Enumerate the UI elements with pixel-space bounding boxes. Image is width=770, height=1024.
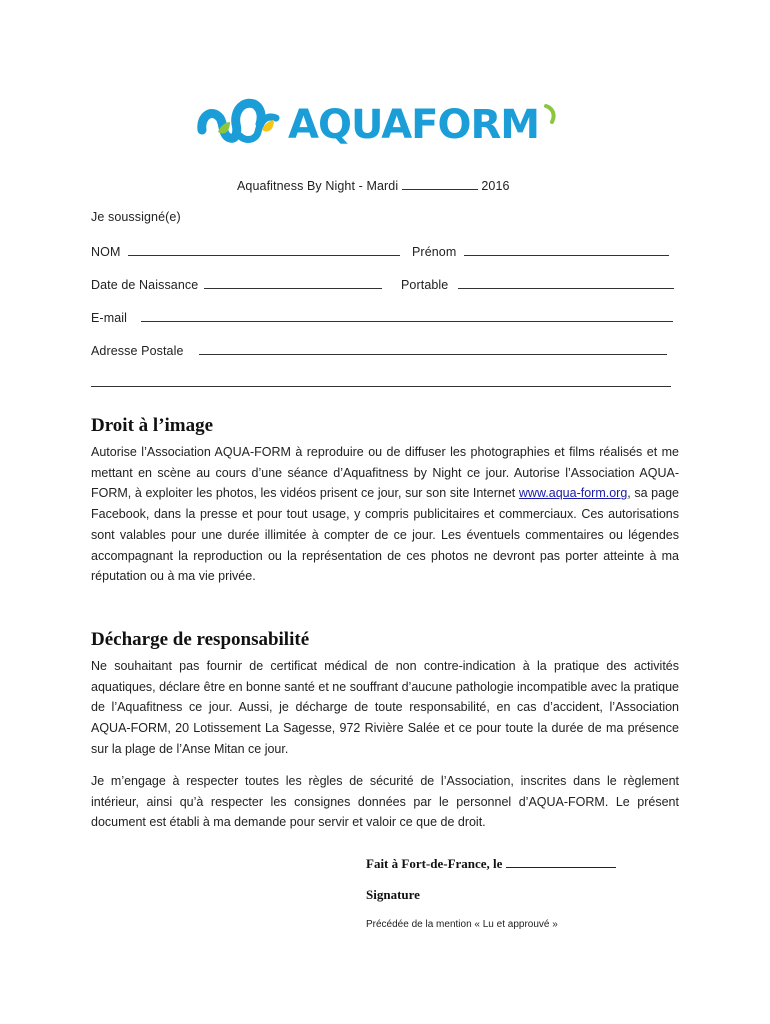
soussigne-label: Je soussigné(e) <box>91 210 181 224</box>
droit-paragraph <box>91 442 679 587</box>
adresse-field[interactable] <box>199 342 667 355</box>
decharge-paragraph-1: Ne souhaitant pas fournir de certificat médical de non contre-indication à la pratique des activités aquatiques, déclare être en bonne santé et ne souffrant d’aucune pathologie incompatible avec la pratique de l’Aquafitness ce jour. Aussi, je décharge de toute responsabilité, en cas d’accident, l’Association AQUA-FORM, 20 Lotissement La Sagesse, 972 Rivière Salée et ce pour toute la durée de ma présence sur la plage de l’Anse Mitan ce jour. <box>91 659 679 756</box>
fait-a-row <box>366 855 616 872</box>
subtitle-prefix: Aquafitness By Night - Mardi <box>237 179 402 193</box>
naissance-row <box>91 276 382 292</box>
subtitle-year: 2016 <box>477 179 510 193</box>
prenom-field[interactable] <box>464 243 669 256</box>
prenom-row <box>412 243 669 259</box>
nom-label: NOM <box>91 245 121 259</box>
naissance-label: Date de Naissance <box>91 278 199 292</box>
form-subtitle <box>237 177 510 193</box>
nom-row <box>91 243 400 259</box>
email-field[interactable] <box>141 309 673 322</box>
decharge-heading: Décharge de responsabilité <box>91 629 310 650</box>
logo-accent-swoosh <box>546 106 554 122</box>
website-link[interactable]: www.aqua-form.org <box>518 486 628 501</box>
decharge-paragraph-2: Je m’engage à respecter toutes les règles de sécurité de l’Association, inscrites dans le règlement intérieur, ainsi qu’à respecter les consignes données par le personnel d’AQUA-FORM. Le présent document est établi à ma demande pour servir et valoir ce que de droit. <box>91 774 679 830</box>
logo-wave-mark <box>202 103 261 138</box>
email-row <box>91 309 673 325</box>
nom-field[interactable] <box>128 243 400 256</box>
prenom-label: Prénom <box>412 245 457 259</box>
droit-heading: Droit à l’image <box>91 415 214 436</box>
droit-text-1: Autorise l’Association AQUA-FORM à reproduire ou de diffuser les photographies et films réalisés et me mettant en scène au cours d’une séance d’Aquafitness by Night ce jour. Autorise l’Association AQUA-FORM, à exploiter les photos, les vidéos prisent ce jour, sur son site Internet <box>91 445 679 501</box>
portable-row <box>401 276 674 292</box>
fait-a-label: Fait à Fort-de-France, le <box>366 856 503 871</box>
logo-wordmark: AQUAFORM <box>288 102 540 148</box>
signature-mention: Précédée de la mention « Lu et approuvé » <box>366 919 558 930</box>
date-field[interactable] <box>506 855 616 868</box>
adresse-label: Adresse Postale <box>91 344 184 358</box>
adresse-row <box>91 342 667 358</box>
portable-label: Portable <box>401 278 449 292</box>
adresse-field-line-2[interactable] <box>91 386 671 387</box>
signature-label: Signature <box>366 887 420 902</box>
day-blank[interactable] <box>402 177 478 190</box>
portable-field[interactable] <box>458 276 674 289</box>
naissance-field[interactable] <box>204 276 382 289</box>
droit-text-2: , sa page Facebook, dans la presse et pour tout usage, y compris publicitaires et commerciaux. Ces autorisations sont valables pour une durée illimitée à compter de ce jour. Les éventuels commentaires ou légendes accompagnant la reproduction ou la représentation de ces photos ne devront pas porter atteinte à ma réputation ou à ma vie privée. <box>91 486 679 584</box>
aquaform-logo <box>196 92 576 154</box>
email-label: E-mail <box>91 311 128 325</box>
